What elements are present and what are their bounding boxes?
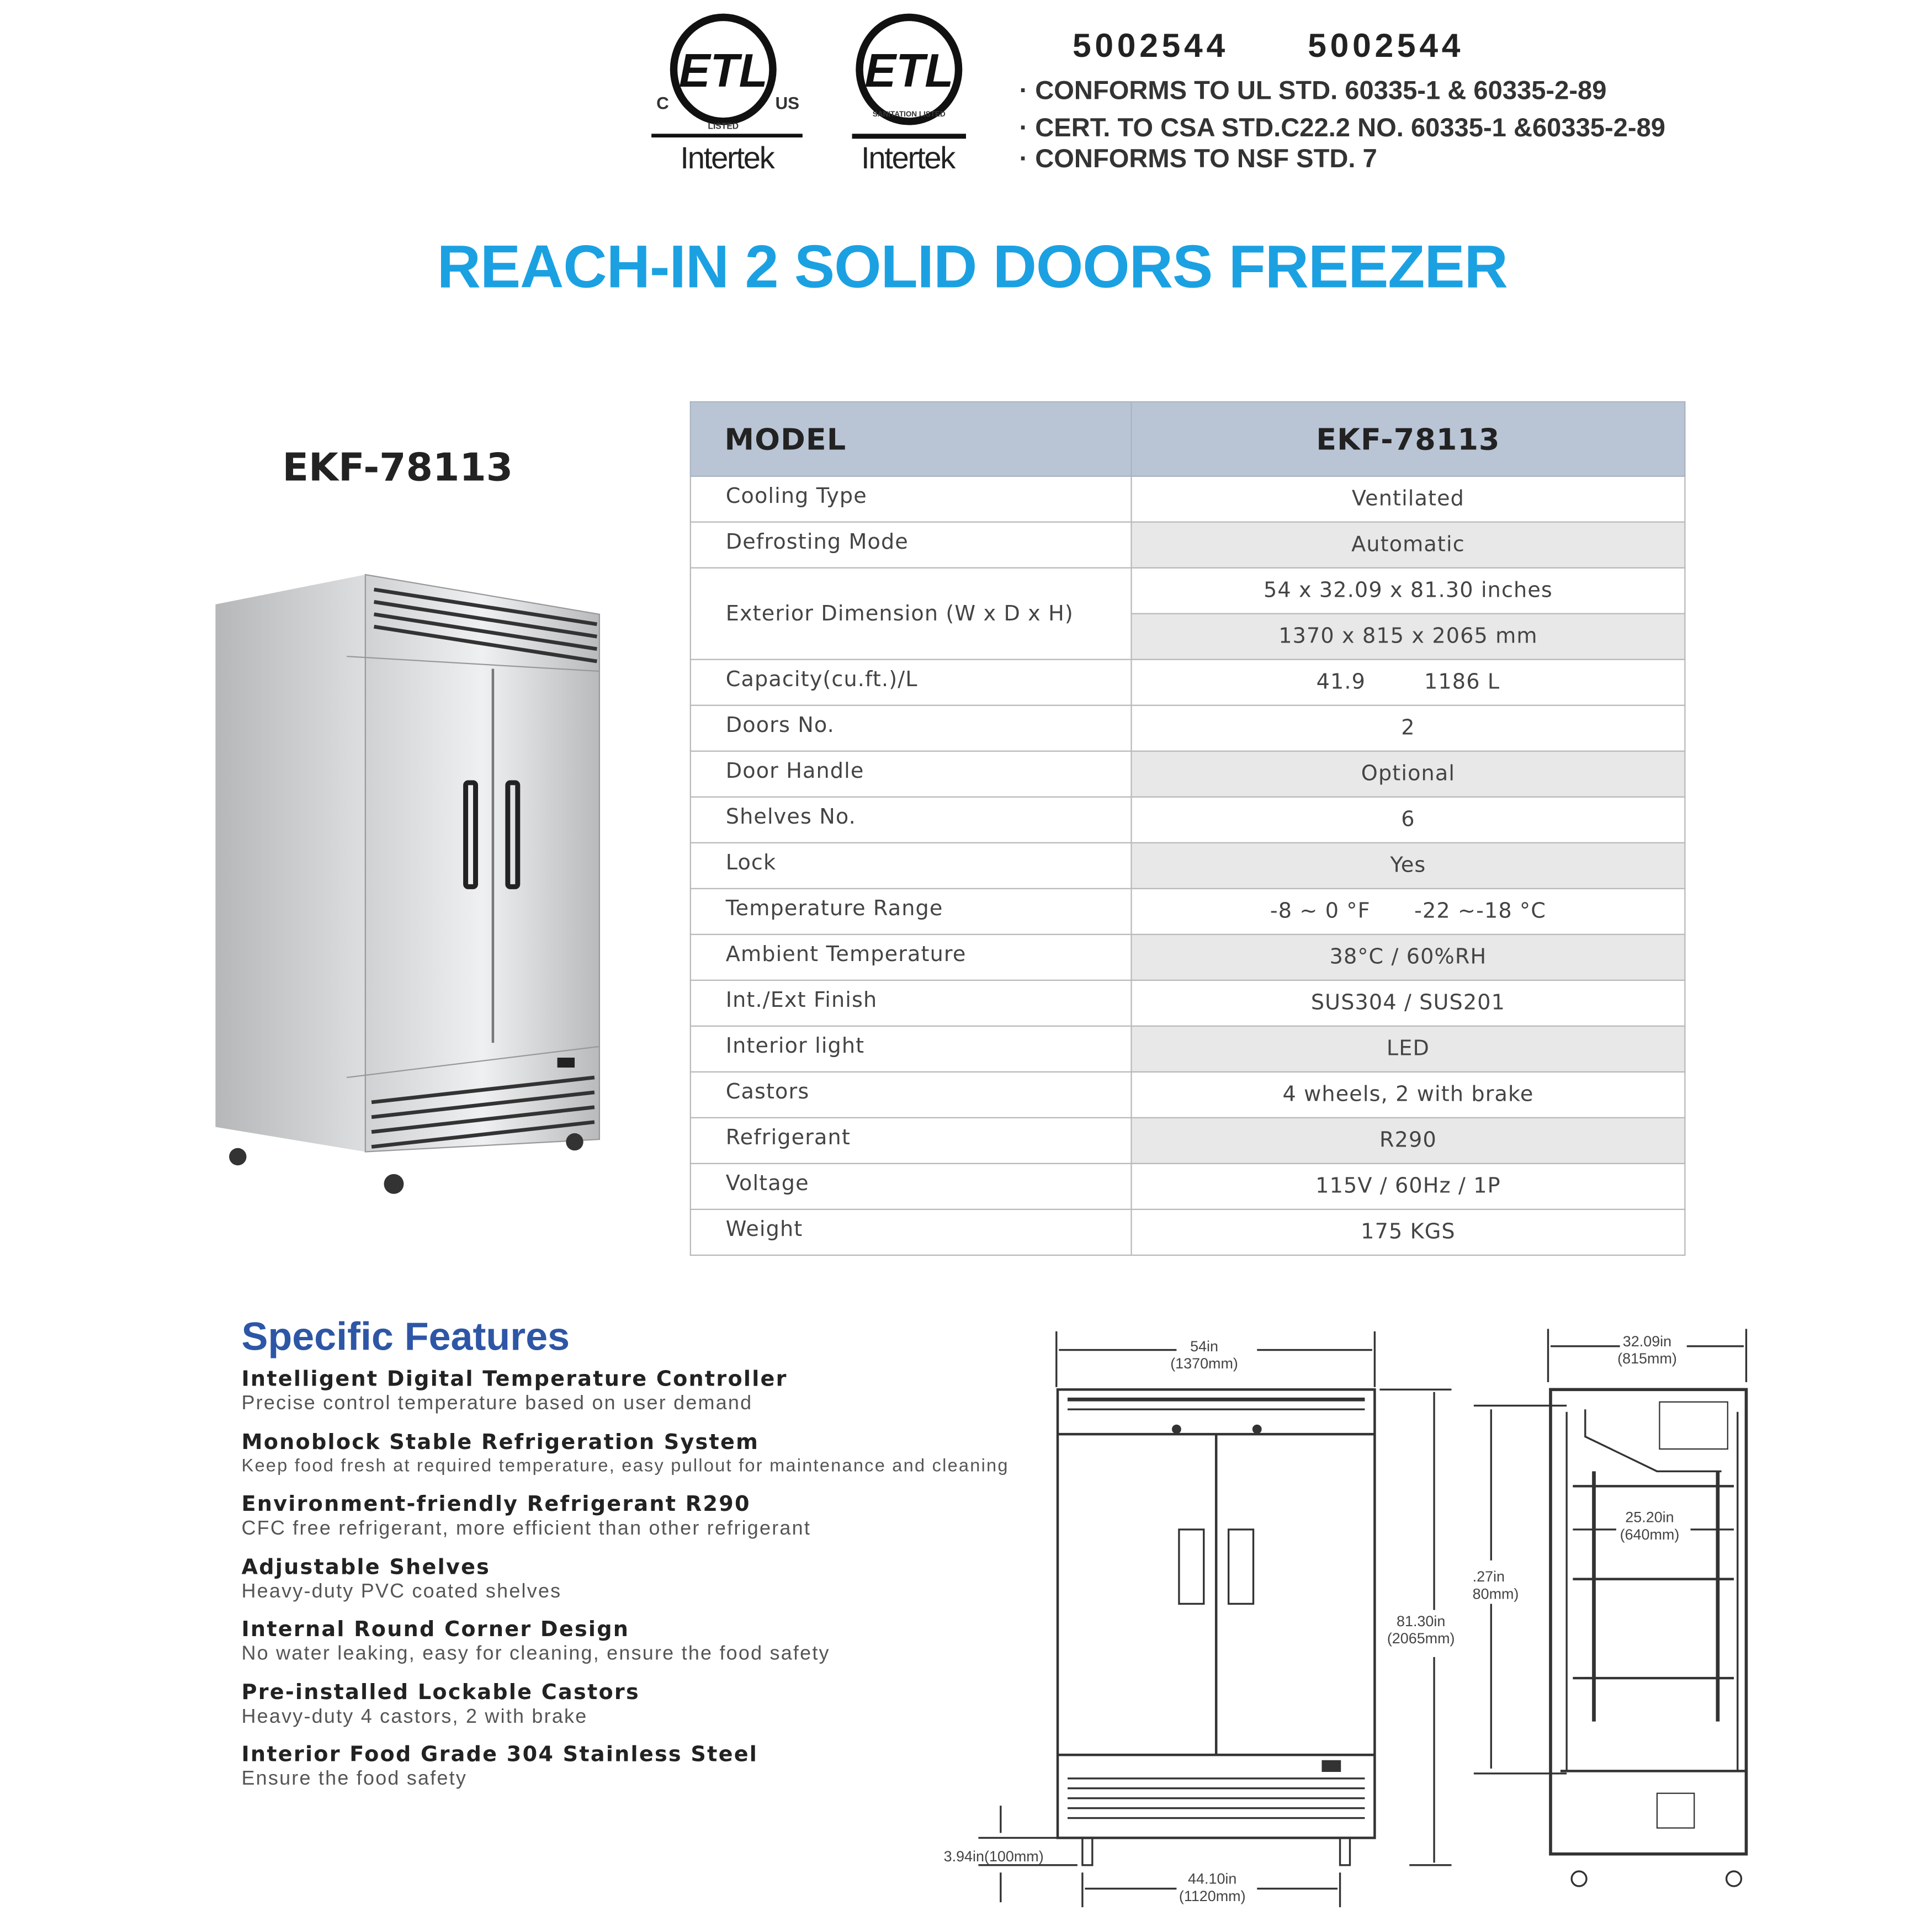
table-row xyxy=(691,1164,1685,1209)
feature-heading: Interior Food Grade 304 Stainless Steel xyxy=(241,1742,758,1768)
feature-item xyxy=(242,1493,811,1541)
feature-item xyxy=(242,1681,640,1729)
table-row xyxy=(691,935,1685,980)
row-label: Lock xyxy=(691,843,1132,889)
feature-desc: No water leaking, easy for cleaning, ensure the food safety xyxy=(241,1643,830,1665)
cert-line: · CONFORMS TO NSF STD. 7 xyxy=(1019,145,1377,174)
row-value: 41.9 1186 L xyxy=(1132,660,1685,705)
row-value: -8 ~ 0 °F -22 ~-18 °C xyxy=(1132,889,1685,935)
svg-text:C: C xyxy=(656,93,669,113)
table-row xyxy=(691,889,1685,935)
row-label: Exterior Dimension (W x D x H) xyxy=(691,568,1132,660)
cert-number: 5002544 xyxy=(1072,27,1229,65)
leg-height-dimension: 3.94in(100mm) xyxy=(943,1848,1044,1865)
spec-table xyxy=(690,401,1686,1256)
etl-listed-logo xyxy=(646,10,808,177)
table-row xyxy=(691,1209,1685,1255)
feature-desc: Heavy-duty PVC coated shelves xyxy=(241,1581,562,1603)
cert-line: · CERT. TO CSA STD.C22.2 NO. 60335-1 &60335-2-89 xyxy=(1019,114,1665,143)
dimension-drawing xyxy=(941,1325,1759,1920)
feature-item xyxy=(242,1743,758,1791)
table-header xyxy=(691,402,1685,476)
row-value: 175 KGS xyxy=(1132,1209,1685,1255)
row-value: 2 xyxy=(1132,705,1685,751)
feature-desc: Heavy-duty 4 castors, 2 with brake xyxy=(241,1706,588,1728)
header-model-value: EKF-78113 xyxy=(1132,402,1685,476)
depth-dimension: 32.09in (815mm) xyxy=(1617,1333,1677,1367)
row-label: Doors No. xyxy=(691,705,1132,751)
table-row xyxy=(691,1118,1685,1164)
feature-desc: CFC free refrigerant, more efficient than other refrigerant xyxy=(241,1518,811,1540)
feature-desc: Keep food fresh at required temperature, easy pullout for maintenance and cleaning xyxy=(241,1456,1009,1477)
row-value: 38°C / 60%RH xyxy=(1132,935,1685,980)
width-dimension: 54in (1370mm) xyxy=(1170,1337,1238,1372)
row-label: Door Handle xyxy=(691,751,1132,797)
row-value: 54 x 32.09 x 81.30 inches xyxy=(1132,568,1685,614)
row-label: Int./Ext Finish xyxy=(691,980,1132,1026)
row-value: Optional xyxy=(1132,751,1685,797)
row-value: SUS304 / SUS201 xyxy=(1132,980,1685,1026)
svg-text:SANITATION LISTED: SANITATION LISTED xyxy=(872,109,946,118)
cert-number: 5002544 xyxy=(1308,27,1464,65)
table-row xyxy=(691,797,1685,843)
height-dimension: 81.30in (2065mm) xyxy=(1387,1612,1455,1647)
row-value: 4 wheels, 2 with brake xyxy=(1132,1072,1685,1118)
row-value: Automatic xyxy=(1132,522,1685,568)
row-value: 1370 x 815 x 2065 mm xyxy=(1132,614,1685,660)
row-value: 6 xyxy=(1132,797,1685,843)
row-value: Ventilated xyxy=(1132,476,1685,522)
intertek-brand: Intertek xyxy=(680,141,774,176)
table-row xyxy=(691,476,1685,522)
feature-heading: Pre-installed Lockable Castors xyxy=(241,1680,640,1706)
model-label: EKF-78113 xyxy=(282,445,513,491)
intertek-brand: Intertek xyxy=(861,141,955,176)
feature-heading: Monoblock Stable Refrigeration System xyxy=(241,1430,760,1456)
row-label: Cooling Type xyxy=(691,476,1132,522)
svg-text:ETL: ETL xyxy=(678,45,768,98)
page-title: REACH-IN 2 SOLID DOORS FREEZER xyxy=(437,234,1508,301)
table-row xyxy=(691,1026,1685,1072)
caster-span-dimension: 44.10in (1120mm) xyxy=(1179,1870,1246,1905)
feature-item xyxy=(242,1617,830,1666)
row-label: Weight xyxy=(691,1209,1132,1255)
table-row xyxy=(691,660,1685,705)
row-value: R290 xyxy=(1132,1118,1685,1164)
row-value: 115V / 60Hz / 1P xyxy=(1132,1164,1685,1209)
freezer-product-image xyxy=(210,570,607,1204)
feature-heading: Intelligent Digital Temperature Controller xyxy=(241,1367,788,1392)
row-value: Yes xyxy=(1132,843,1685,889)
svg-text:US: US xyxy=(775,93,800,113)
row-label: Castors xyxy=(691,1072,1132,1118)
row-label: Temperature Range xyxy=(691,889,1132,935)
row-label: Refrigerant xyxy=(691,1118,1132,1164)
etl-sanitation-logo xyxy=(827,10,989,177)
row-label: Ambient Temperature xyxy=(691,935,1132,980)
feature-item xyxy=(242,1556,562,1604)
feature-heading: Environment-friendly Refrigerant R290 xyxy=(241,1492,751,1517)
table-row xyxy=(691,980,1685,1026)
feature-desc: Ensure the food safety xyxy=(241,1768,468,1790)
table-row xyxy=(691,843,1685,889)
header-model: MODEL xyxy=(691,402,1132,476)
row-label: Shelves No. xyxy=(691,797,1132,843)
feature-heading: Internal Round Corner Design xyxy=(241,1617,630,1643)
row-label: Interior light xyxy=(691,1026,1132,1072)
cert-line: · CONFORMS TO UL STD. 60335-1 & 60335-2-89 xyxy=(1019,77,1607,105)
table-row xyxy=(691,705,1685,751)
feature-desc: Precise control temperature based on user demand xyxy=(241,1393,753,1415)
row-label: Capacity(cu.ft.)/L xyxy=(691,660,1132,705)
table-row xyxy=(691,1072,1685,1118)
feature-item xyxy=(242,1430,1009,1476)
svg-text:ETL: ETL xyxy=(864,45,954,98)
feature-heading: Adjustable Shelves xyxy=(241,1555,491,1580)
table-row xyxy=(691,522,1685,568)
interior-depth-dimension: 25.20in (640mm) xyxy=(1620,1508,1680,1543)
features-title: Specific Features xyxy=(241,1314,570,1359)
svg-text:LISTED: LISTED xyxy=(708,121,739,131)
row-value: LED xyxy=(1132,1026,1685,1072)
feature-item xyxy=(242,1367,788,1416)
table-row xyxy=(691,568,1685,614)
row-label: Defrosting Mode xyxy=(691,522,1132,568)
row-label: Voltage xyxy=(691,1164,1132,1209)
table-row xyxy=(691,751,1685,797)
interior-height-dimension: .27in 80mm) xyxy=(1472,1568,1519,1603)
